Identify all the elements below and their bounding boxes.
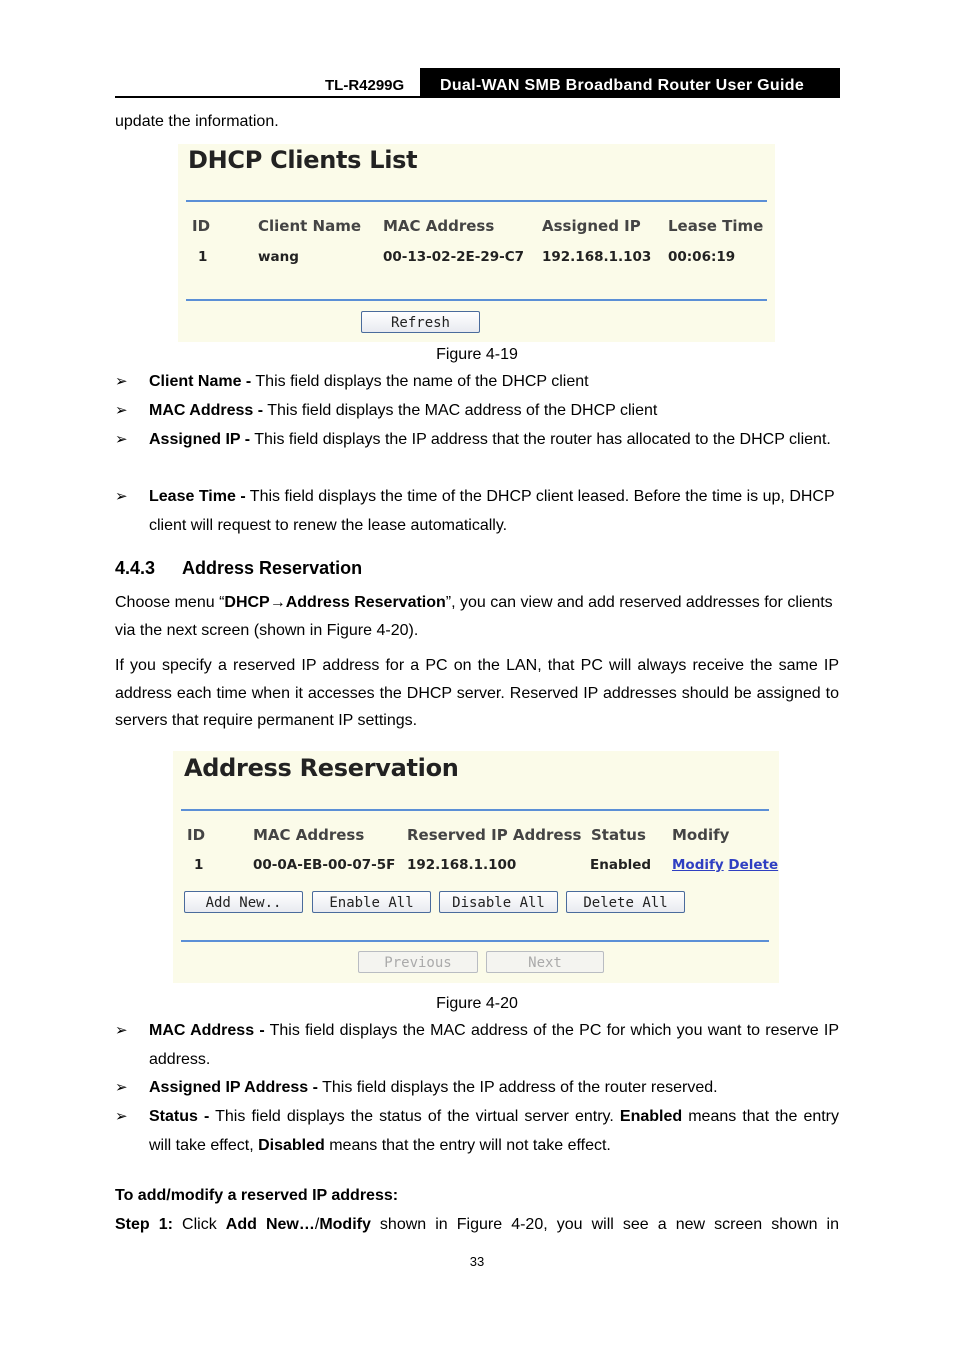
add-new-button[interactable]: Add New.. bbox=[184, 891, 303, 913]
howto-heading: To add/modify a reserved IP address: bbox=[115, 1187, 399, 1204]
arrow-bullet-icon: ➢ bbox=[115, 488, 128, 505]
bullet-text: means that the entry will not take effect. bbox=[324, 1136, 611, 1154]
header-guide-title: Dual-WAN SMB Broadband Router User Guide bbox=[420, 68, 840, 98]
figure-caption: Figure 4-19 bbox=[436, 346, 518, 363]
panel-title: Address Reservation bbox=[184, 754, 459, 782]
step-text: / bbox=[314, 1216, 320, 1233]
bullet-term: Client Name - bbox=[149, 373, 252, 390]
header-model: TL-R4299G bbox=[325, 77, 405, 94]
bullet-text: This field displays the MAC address of the DHCP client bbox=[263, 402, 658, 419]
arrow-bullet-icon: ➢ bbox=[115, 1079, 128, 1096]
paragraph-reserved-ip: If you specify a reserved IP address for a PC on the LAN, that PC will always receive the same IP address each time when it accesses the DHCP server. Reserved IP addresses should be assigned to servers that require permanent IP settings. bbox=[115, 657, 839, 729]
bullet-lease-time bbox=[115, 483, 839, 540]
paragraph-choose-menu bbox=[115, 589, 839, 645]
panel-divider bbox=[186, 200, 767, 202]
cell-reserved-ip: 192.168.1.100 bbox=[407, 857, 517, 873]
bullet-term: Status - bbox=[149, 1108, 210, 1125]
dhcp-clients-panel bbox=[178, 144, 775, 342]
step-text: Click bbox=[172, 1216, 226, 1233]
cell-mac-address: 00-13-02-2E-29-C7 bbox=[383, 249, 525, 265]
arrow-bullet-icon: ➢ bbox=[115, 431, 128, 448]
cell-id: 1 bbox=[198, 249, 208, 265]
cell-client-name: wang bbox=[258, 249, 299, 265]
col-header-status: Status bbox=[591, 826, 646, 844]
bullet-text: This field displays the name of the DHCP client bbox=[251, 373, 589, 390]
cell-mac-address: 00-0A-EB-00-07-5F bbox=[253, 857, 396, 873]
bullet-strong: Disabled bbox=[258, 1136, 325, 1154]
para-text: Choose menu “ bbox=[115, 594, 225, 611]
bullet-term: Assigned IP - bbox=[149, 431, 251, 448]
col-header-mac-address: MAC Address bbox=[383, 217, 495, 235]
para-text: ”, you can view and add reserved addresses for clients via the next screen (shown in Figure 4-20). bbox=[115, 594, 833, 639]
arrow-bullet-icon: ➢ bbox=[115, 1108, 128, 1125]
step-strong: Add New… bbox=[225, 1216, 315, 1233]
step-strong: Modify bbox=[319, 1216, 371, 1233]
bullet-term: Lease Time - bbox=[149, 488, 246, 505]
cell-status: Enabled bbox=[590, 857, 652, 873]
bullet-mac-address-2 bbox=[115, 1017, 839, 1074]
row-actions bbox=[672, 857, 778, 873]
bullet-text: This field displays the status of the virtual server entry. bbox=[209, 1108, 620, 1125]
panel-divider bbox=[181, 940, 769, 942]
bullet-strong: Enabled bbox=[619, 1108, 683, 1125]
delete-link[interactable]: Delete bbox=[728, 857, 779, 873]
bullet-status bbox=[115, 1103, 839, 1160]
refresh-button[interactable]: Refresh bbox=[361, 311, 480, 333]
bullet-text: This field displays the IP address that the router has allocated to the DHCP client. bbox=[250, 431, 831, 448]
section-title: Address Reservation bbox=[182, 558, 363, 578]
bullet-text: This field displays the IP address of the router reserved. bbox=[317, 1079, 718, 1096]
col-header-reserved-ip: Reserved IP Address bbox=[407, 826, 582, 844]
bullet-text: This field displays the time of the DHCP client leased. Before the time is up, DHCP client will request to renew the lease automatically. bbox=[149, 488, 835, 534]
bullet-mac-address bbox=[115, 397, 839, 426]
bullet-term: MAC Address - bbox=[149, 402, 264, 419]
arrow-bullet-icon: ➢ bbox=[115, 373, 128, 390]
cell-id: 1 bbox=[194, 857, 204, 873]
step-1 bbox=[115, 1211, 839, 1239]
page-number: 33 bbox=[469, 1254, 485, 1269]
next-button[interactable]: Next bbox=[486, 951, 604, 973]
panel-title: DHCP Clients List bbox=[188, 146, 418, 174]
bullet-assigned-ip bbox=[115, 426, 839, 455]
col-header-id: ID bbox=[192, 217, 211, 235]
bullet-text: means that the entry will take effect, bbox=[149, 1108, 840, 1154]
section-heading bbox=[115, 558, 362, 579]
intro-line: update the information. bbox=[115, 113, 279, 130]
section-number: 4.4.3 bbox=[115, 558, 156, 578]
bullet-term: MAC Address - bbox=[149, 1022, 265, 1039]
col-header-assigned-ip: Assigned IP bbox=[542, 217, 641, 235]
previous-button[interactable]: Previous bbox=[358, 951, 478, 973]
address-reservation-panel bbox=[173, 751, 779, 983]
col-header-id: ID bbox=[187, 826, 206, 844]
enable-all-button[interactable]: Enable All bbox=[312, 891, 431, 913]
col-header-mac-address: MAC Address bbox=[253, 826, 365, 844]
step-label: Step 1: bbox=[115, 1216, 173, 1233]
panel-divider bbox=[186, 299, 767, 301]
delete-all-button[interactable]: Delete All bbox=[566, 891, 685, 913]
panel-divider bbox=[181, 809, 769, 811]
figure-caption: Figure 4-20 bbox=[436, 995, 518, 1012]
menu-path: DHCP→Address Reservation bbox=[224, 594, 446, 611]
bullet-text: This field displays the MAC address of the PC for which you want to reserve IP address. bbox=[149, 1022, 840, 1068]
cell-assigned-ip: 192.168.1.103 bbox=[542, 249, 652, 265]
bullet-term: Assigned IP Address - bbox=[149, 1079, 318, 1096]
cell-lease-time: 00:06:19 bbox=[668, 249, 736, 265]
bullet-assigned-ip-address bbox=[115, 1074, 839, 1103]
col-header-client-name: Client Name bbox=[258, 217, 362, 235]
col-header-modify: Modify bbox=[672, 826, 730, 844]
bullet-client-name bbox=[115, 368, 839, 397]
arrow-bullet-icon: ➢ bbox=[115, 402, 128, 419]
step-text: shown in Figure 4-20, you will see a new screen shown in bbox=[370, 1216, 840, 1233]
header-rule bbox=[115, 96, 840, 98]
arrow-bullet-icon: ➢ bbox=[115, 1022, 128, 1039]
disable-all-button[interactable]: Disable All bbox=[439, 891, 558, 913]
modify-link[interactable]: Modify bbox=[672, 857, 724, 873]
col-header-lease-time: Lease Time bbox=[668, 217, 764, 235]
